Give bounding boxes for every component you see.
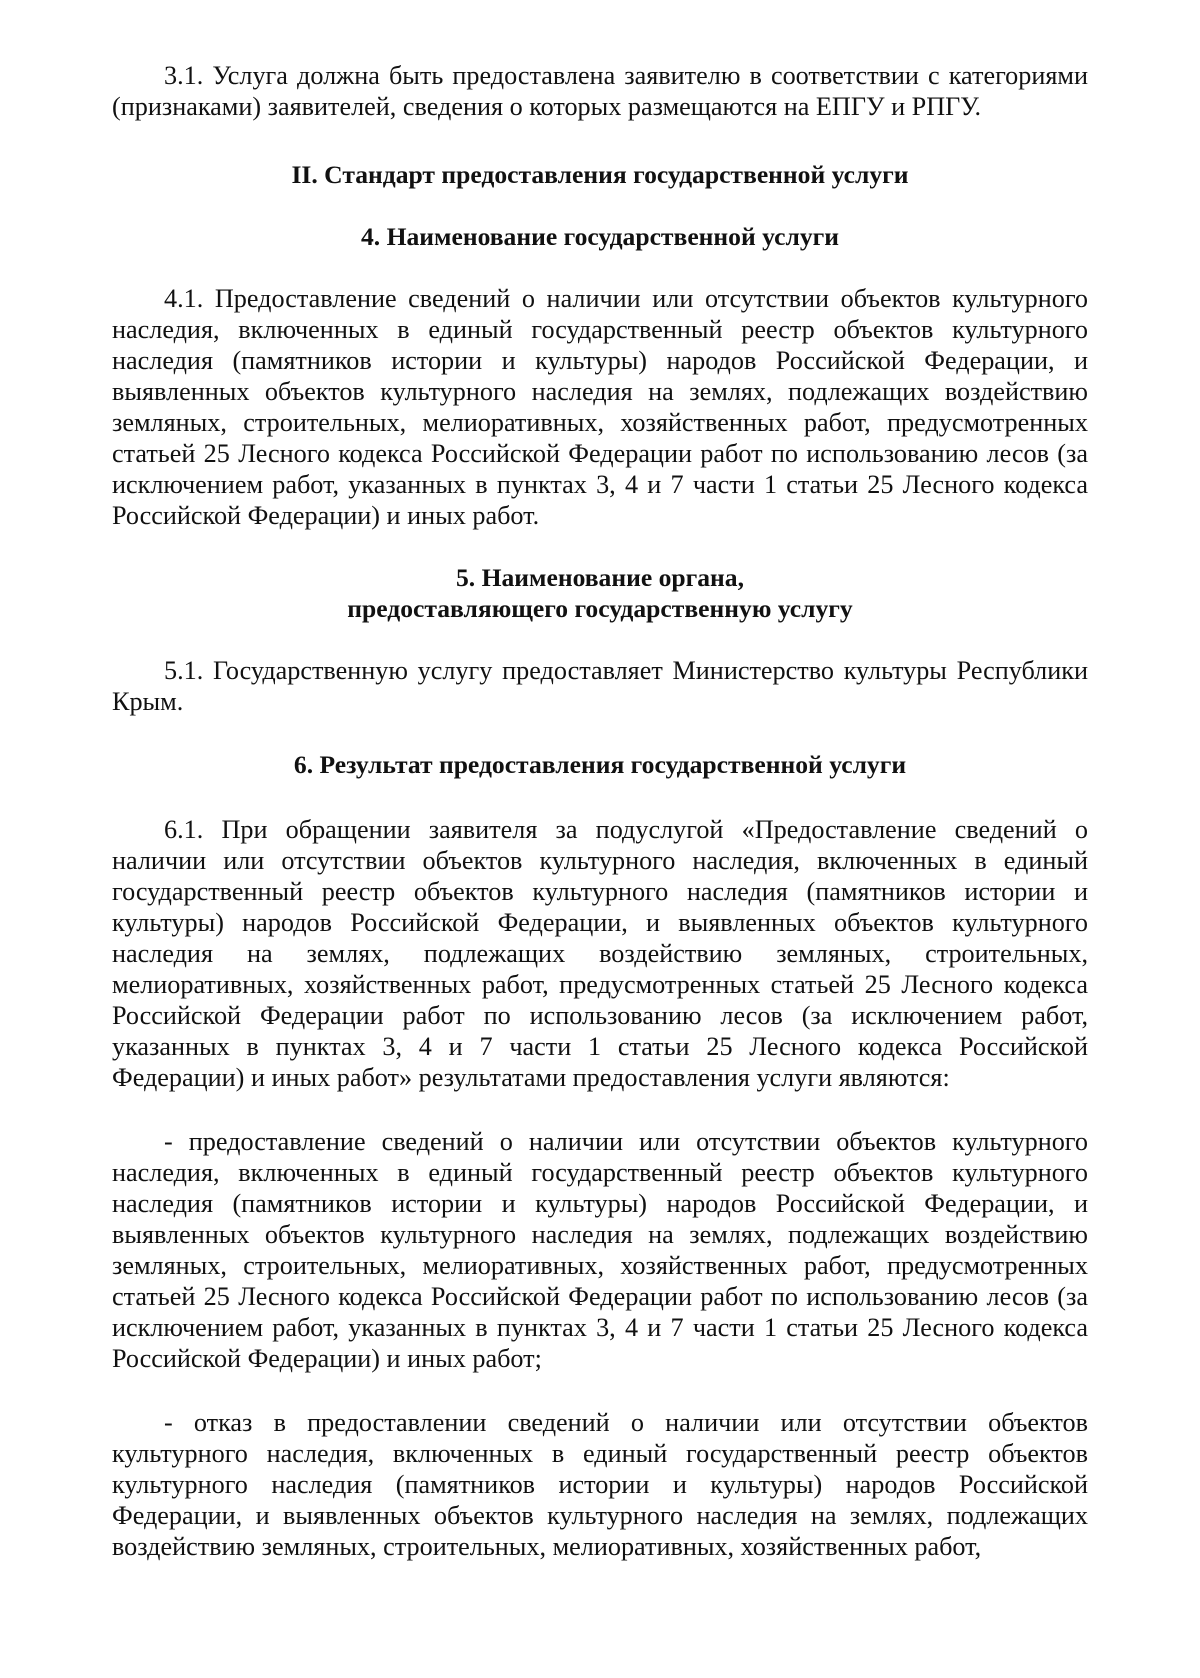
heading-5 (112, 562, 1088, 624)
section-2-title: II. Стандарт предоставления государственной услуги (291, 160, 909, 189)
list-item-provision: - предоставление сведений о наличии или отсутствии объектов культурного наследия, включенных в единый государственный реестр объектов культурного наследия (памятников истории и культуры) народов Российской Федерации, и выявленных объектов культурного наследия на землях, подлежащих воздействию земляных, строительных, мелиоративных, хозяйственных работ, предусмотренных статьей 25 Лесного кодекса Российской Федерации работ по использованию лесов (за исключением работ, указанных в пунктах 3, 4 и 7 части 1 статьи 25 Лесного кодекса Российской Федерации) и иных работ; (112, 1127, 1088, 1373)
paragraph-5-1: 5.1. Государственную услугу предоставляет Министерство культуры Республики Крым. (112, 656, 1088, 716)
heading-5-line-2: предоставляющего государственную услугу (347, 594, 853, 623)
heading-4: 4. Наименование государственной услуги (360, 222, 840, 251)
paragraph-3-1: 3.1. Услуга должна быть предоставлена заявителю в соответствии с категориями (признаками) заявителей, сведения о которых размещаются на ЕПГУ и РПГУ. (112, 61, 1088, 121)
paragraph-4-1: 4.1. Предоставление сведений о наличии или отсутствии объектов культурного наследия, включенных в единый государственный реестр объектов культурного наследия (памятников истории и культуры) народов Российской Федерации, и выявленных объектов культурного наследия на землях, подлежащих воздействию земляных, строительных, мелиоративных, хозяйственных работ, предусмотренных статьей 25 Лесного кодекса Российской Федерации работ по использованию лесов (за исключением работ, указанных в пунктах 3, 4 и 7 части 1 статьи 25 Лесного кодекса Российской Федерации) и иных работ. (112, 284, 1088, 530)
heading-6: 6. Результат предоставления государственной услуги (293, 750, 907, 779)
paragraph-6-1: 6.1. При обращении заявителя за подуслугой «Предоставление сведений о наличии или отсутствии объектов культурного наследия, включенных в единый государственный реестр объектов культурного наследия (памятников истории и культуры) народов Российской Федерации, и выявленных объектов культурного наследия на землях, подлежащих воздействию земляных, строительных, мелиоративных, хозяйственных работ, предусмотренных статьей 25 Лесного кодекса Российской Федерации работ по использованию лесов (за исключением работ, указанных в пунктах 3, 4 и 7 части 1 статьи 25 Лесного кодекса Российской Федерации) и иных работ» результатами предоставления услуги являются: (112, 815, 1088, 1092)
heading-5-line-1: 5. Наименование органа, (455, 563, 744, 592)
document-page (112, 60, 1088, 1562)
list-item-refusal: - отказ в предоставлении сведений о наличии или отсутствии объектов культурного наследия, включенных в единый государственный реестр объектов культурного наследия (памятников истории и культуры) народов Российской Федерации, и выявленных объектов культурного наследия на землях, подлежащих воздействию земляных, строительных, мелиоративных, хозяйственных работ, (112, 1408, 1088, 1561)
